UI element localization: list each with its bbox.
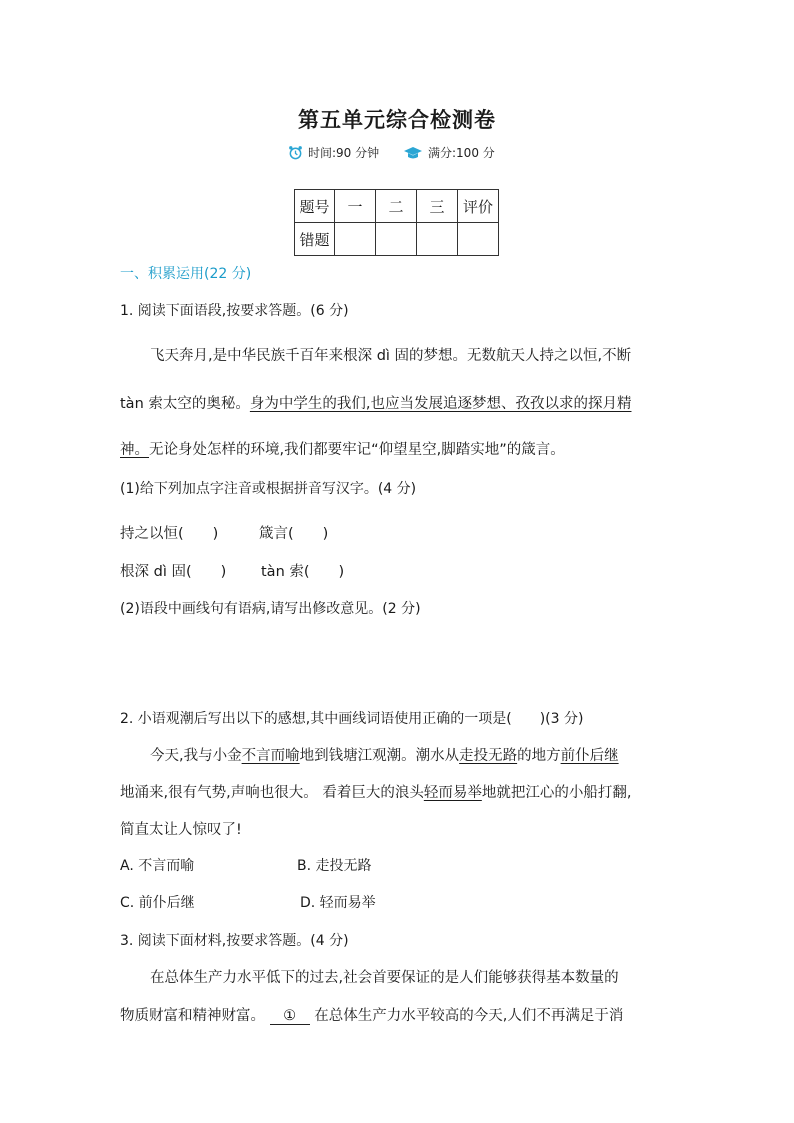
table-cell: 二 bbox=[376, 190, 417, 223]
question-2-prompt: 2. 小语观潮后写出以下的感想,其中画线词语使用正确的一项是( )(3 分) bbox=[120, 711, 584, 727]
table-cell[interactable] bbox=[417, 223, 458, 256]
q1-subquestion-2: (2)语段中画线句有语病,请写出修改意见。(2 分) bbox=[120, 601, 421, 617]
q1-word-1: 持之以恒( ) bbox=[120, 526, 219, 542]
option-c[interactable]: C. 前仆后继 bbox=[120, 895, 195, 911]
option-a[interactable]: A. 不言而喻 bbox=[120, 858, 195, 874]
question-1-prompt: 1. 阅读下面语段,按要求答题。(6 分) bbox=[120, 303, 349, 319]
underlined-sentence: 身为中学生的我们,也应当发展追逐梦想、孜孜以求的探月精 bbox=[249, 396, 632, 412]
q1-word-4: tàn 索( ) bbox=[261, 564, 345, 580]
table-cell: 错题 bbox=[295, 223, 335, 256]
table-cell: 一 bbox=[335, 190, 376, 223]
table-cell[interactable] bbox=[335, 223, 376, 256]
time-limit: 时间:90 分钟 bbox=[288, 144, 379, 161]
option-d[interactable]: D. 轻而易举 bbox=[300, 895, 376, 911]
q2-line-3: 简直太让人惊叹了! bbox=[120, 822, 242, 838]
q1-word-2: 箴言( ) bbox=[259, 526, 329, 542]
table-cell: 题号 bbox=[295, 190, 335, 223]
page-title: 第五单元综合检测卷 bbox=[298, 108, 496, 132]
option-b[interactable]: B. 走投无路 bbox=[297, 858, 372, 874]
q2-line-1: 今天,我与小金不言而喻地到钱塘江观潮。潮水从走投无路的地方前仆后继 bbox=[150, 748, 619, 764]
score-table bbox=[294, 189, 499, 256]
table-row bbox=[295, 223, 499, 256]
table-row bbox=[295, 190, 499, 223]
table-cell[interactable] bbox=[458, 223, 499, 256]
section-heading: 一、积累运用(22 分) bbox=[120, 266, 252, 282]
table-cell: 三 bbox=[417, 190, 458, 223]
table-cell[interactable] bbox=[376, 223, 417, 256]
underlined-sentence-end: 神。 bbox=[120, 442, 149, 458]
q1-paragraph-line-2: tàn 索太空的奥秘。身为中学生的我们,也应当发展追逐梦想、孜孜以求的探月精 bbox=[120, 396, 632, 412]
question-3-prompt: 3. 阅读下面材料,按要求答题。(4 分) bbox=[120, 933, 349, 949]
fill-blank-1[interactable]: ① bbox=[270, 1008, 310, 1025]
alarm-clock-icon bbox=[288, 145, 303, 160]
q1-subquestion-1: (1)给下列加点字注音或根据拼音写汉字。(4 分) bbox=[120, 481, 417, 497]
full-score: 满分:100 分 bbox=[403, 144, 495, 161]
graduation-cap-icon bbox=[403, 146, 423, 160]
q1-paragraph-line-1: 飞天奔月,是中华民族千百年来根深 dì 固的梦想。无数航天人持之以恒,不断 bbox=[150, 348, 632, 364]
table-cell: 评价 bbox=[458, 190, 499, 223]
q3-line-2: 物质财富和精神财富。 ① 在总体生产力水平较高的今天,人们不再满足于消 bbox=[120, 1008, 624, 1024]
q3-line-1: 在总体生产力水平低下的过去,社会首要保证的是人们能够获得基本数量的 bbox=[150, 970, 619, 986]
q1-paragraph-line-3: 神。无论身处怎样的环境,我们都要牢记“仰望星空,脚踏实地”的箴言。 bbox=[120, 442, 565, 458]
q2-line-2: 地涌来,很有气势,声响也很大。 看着巨大的浪头轻而易举地就把江心的小船打翻, bbox=[120, 785, 632, 801]
q1-word-3: 根深 dì 固( ) bbox=[120, 564, 227, 580]
